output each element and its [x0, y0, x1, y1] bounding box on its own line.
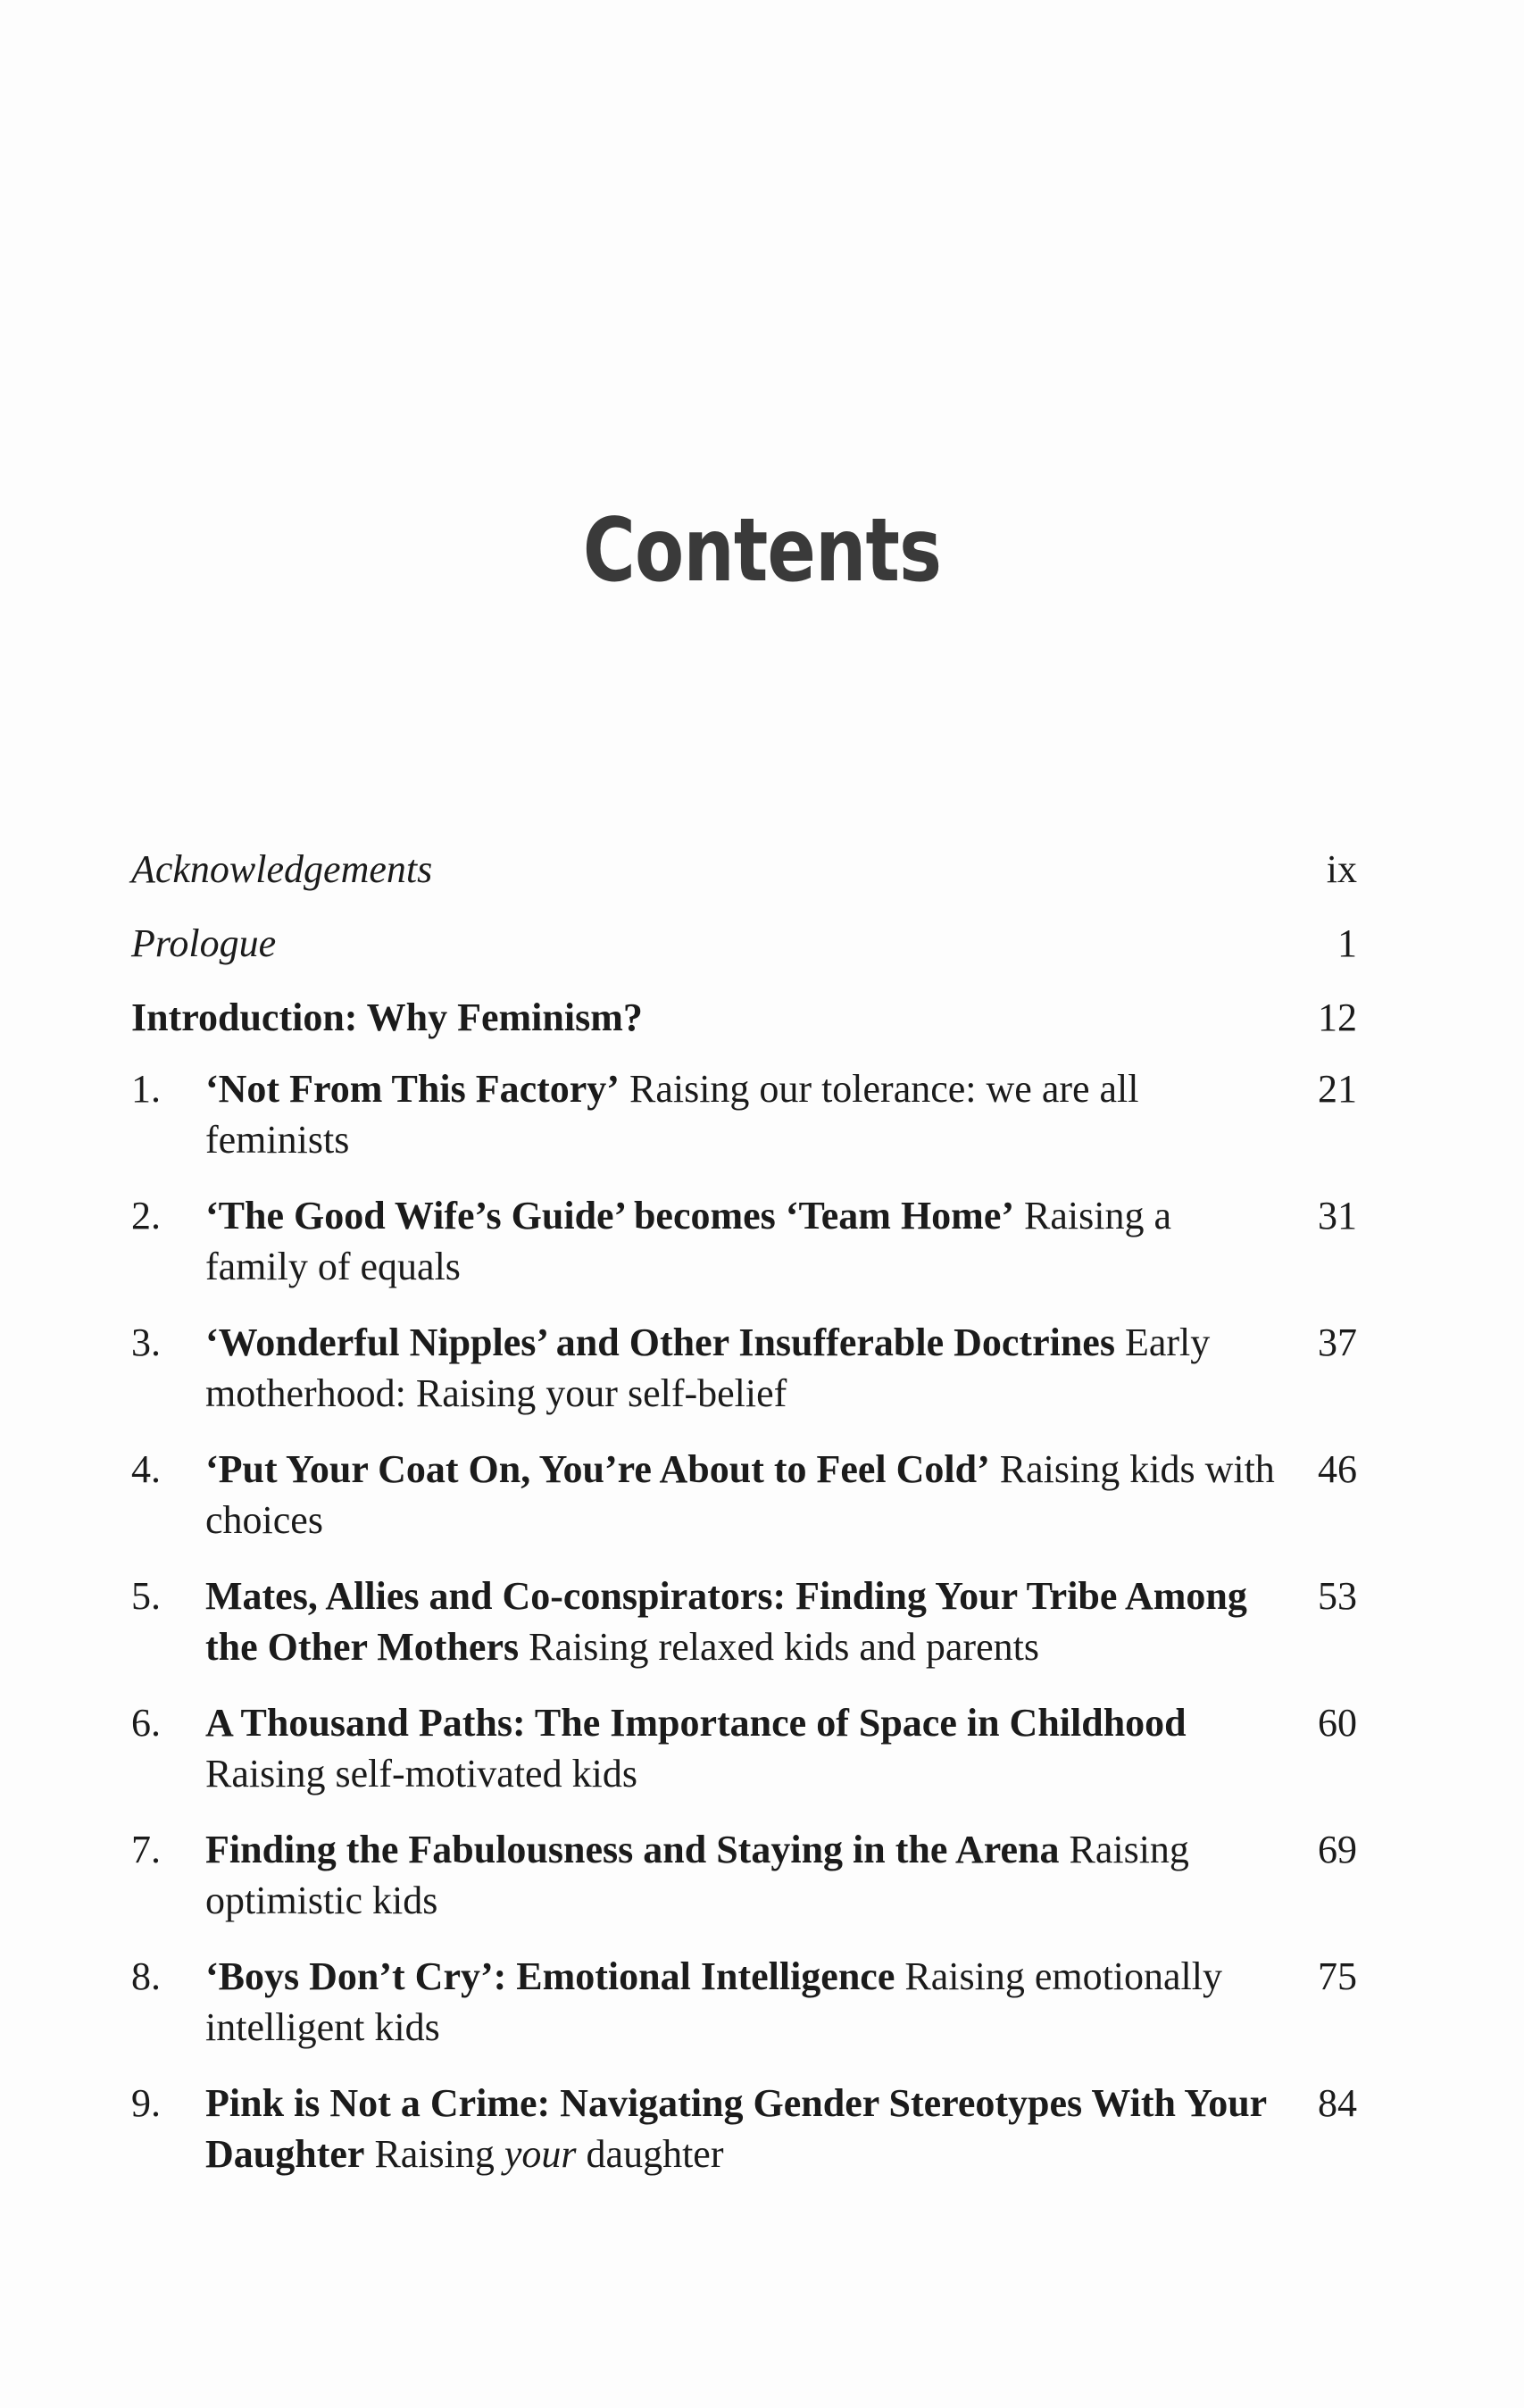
- chapter-subtitle: Raising a family of equals: [205, 1194, 1171, 1288]
- chapter-subtitle: Raising optimistic kids: [205, 1828, 1189, 1922]
- chapter-number: 5.: [131, 1574, 161, 1618]
- toc-entry-chapter-9[interactable]: [131, 2078, 1357, 2179]
- chapter-subtitle-emphasis: your: [504, 2132, 577, 2176]
- chapter-text: [205, 1317, 1303, 1419]
- toc-entry-chapter-6[interactable]: [131, 1697, 1357, 1799]
- entry-page-number: 84: [1318, 2081, 1357, 2125]
- entry-page-number: 75: [1318, 1954, 1357, 1998]
- chapter-title: ‘The Good Wife’s Guide’ becomes ‘Team Home’: [205, 1194, 1014, 1237]
- entry-page-number: 53: [1318, 1574, 1357, 1618]
- chapter-title: ‘Put Your Coat On, You’re About to Feel Cold’: [205, 1447, 990, 1491]
- chapter-subtitle-prefix: Raising: [374, 2132, 495, 2176]
- entry-page-number: 60: [1318, 1701, 1357, 1745]
- toc-entry-chapter-7[interactable]: [131, 1824, 1357, 1926]
- chapter-subtitle: Raising relaxed kids and parents: [529, 1625, 1039, 1669]
- entry-title: Prologue: [131, 921, 277, 965]
- entry-title: Acknowledgements: [131, 847, 433, 891]
- toc-entry-introduction[interactable]: [131, 992, 1357, 1043]
- chapter-subtitle-suffix: daughter: [586, 2132, 724, 2176]
- chapter-text: [205, 2078, 1303, 2179]
- chapter-text: [205, 1951, 1303, 2053]
- chapter-number: 4.: [131, 1447, 161, 1491]
- toc-entry-chapter-4[interactable]: [131, 1444, 1357, 1546]
- chapter-title: Pink is Not a Crime: Navigating Gender Stereotypes With Your Daughter: [205, 2081, 1267, 2176]
- chapter-subtitle: Raising our tolerance: we are all feminists: [205, 1067, 1139, 1162]
- chapter-number: 3.: [131, 1321, 161, 1364]
- chapter-title: ‘Boys Don’t Cry’: Emotional Intelligence: [205, 1954, 895, 1998]
- entry-page-number: 1: [1337, 921, 1357, 965]
- chapter-text: [205, 1444, 1303, 1546]
- chapter-number: 8.: [131, 1954, 161, 1998]
- chapter-text: [205, 1190, 1303, 1292]
- toc-entry-chapter-1[interactable]: [131, 1063, 1357, 1165]
- chapter-text: [205, 1697, 1303, 1799]
- chapter-subtitle: Raising self-motivated kids: [205, 1752, 637, 1796]
- entry-page-number: 21: [1318, 1067, 1357, 1111]
- chapter-number: 9.: [131, 2081, 161, 2125]
- chapter-number: 1.: [131, 1067, 161, 1111]
- chapter-title: Mates, Allies and Co-conspirators: Finding Your Tribe Among the Other Mothers: [205, 1574, 1247, 1669]
- chapter-subtitle: Early motherhood: Raising your self-belief: [205, 1321, 1211, 1415]
- chapter-text: [205, 1824, 1303, 1926]
- chapter-title: A Thousand Paths: The Importance of Space in Childhood: [205, 1701, 1187, 1745]
- chapter-subtitle: Raising kids with choices: [205, 1447, 1275, 1542]
- entry-title: Introduction: Why Feminism?: [131, 996, 643, 1039]
- entry-page-number: 12: [1318, 996, 1357, 1039]
- chapter-title: ‘Not From This Factory’: [205, 1067, 620, 1111]
- chapter-text: [205, 1063, 1303, 1165]
- toc-entry-chapter-8[interactable]: [131, 1951, 1357, 2053]
- chapter-subtitle: Raising emotionally intelligent kids: [205, 1954, 1223, 2049]
- chapter-text: [205, 1571, 1303, 1672]
- toc-entry-chapter-2[interactable]: [131, 1190, 1357, 1292]
- toc-entry-chapter-3[interactable]: [131, 1317, 1357, 1419]
- table-of-contents: [131, 844, 1357, 2204]
- chapter-title: ‘Wonderful Nipples’ and Other Insufferable Doctrines: [205, 1321, 1115, 1364]
- entry-page-number: 31: [1318, 1194, 1357, 1237]
- entry-page-number: 69: [1318, 1828, 1357, 1871]
- entry-page-number: 37: [1318, 1321, 1357, 1364]
- toc-entry-chapter-5[interactable]: [131, 1571, 1357, 1672]
- chapter-number: 2.: [131, 1194, 161, 1237]
- toc-entry-acknowledgements[interactable]: [131, 844, 1357, 895]
- chapter-number: 6.: [131, 1701, 161, 1745]
- entry-page-number: 46: [1318, 1447, 1357, 1491]
- entry-page-number: ix: [1326, 847, 1357, 891]
- chapter-number: 7.: [131, 1828, 161, 1871]
- chapter-title: Finding the Fabulousness and Staying in the Arena: [205, 1828, 1060, 1871]
- toc-entry-prologue[interactable]: [131, 918, 1357, 969]
- page-title: Contents: [582, 500, 942, 602]
